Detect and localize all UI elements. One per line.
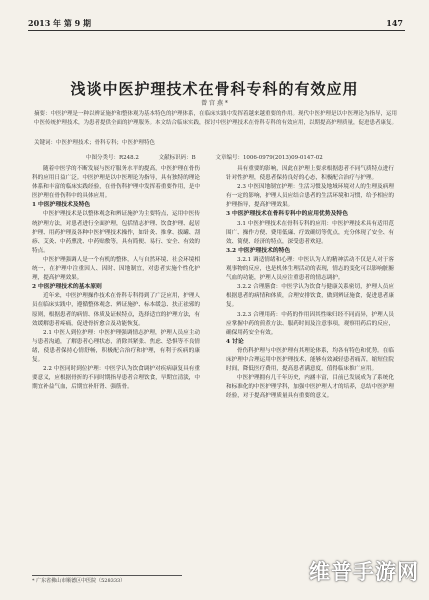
section-heading: 3 中医护理技术在骨科专科中的应用优势及特色 [226, 211, 348, 218]
page-number: 147 [386, 18, 403, 28]
abstract: 摘要：中医护理是一种以辨证施护和整体观为基本特色的护理体系，在临床实践中发挥着越来越重要的作用。现代中医护理是以中医理论为指导，运用中医传统护理技术，为患者提供全面的护理服务。本文结合临床实践，探讨中医护理技术在骨科专科的有效应用，以期提高护理质量，促进患者康复。 [34, 111, 398, 126]
document-code: 文献标识码：B [158, 155, 196, 161]
body-paragraph: 中医护理技术是以整体观念和辨证施护为主要特点，运用中医传统护理方法，对患者进行全面护理，包括情志护理、饮食护理、起居护理、用药护理及各种中医护理技术操作，如针灸、推拿、拔罐、刮痧、艾灸、中药熏洗、中药贴敷等，具有简便、易行、安全、有效的特点。 [32, 211, 200, 254]
author-footnote: * 广东省佛山市顺德区中医院（528333） [32, 575, 182, 585]
section-heading: 1 中医护理技术及特色 [32, 202, 91, 209]
body-paragraph: 中医护理拥有几千年历史，内涵丰富，目前已发展成为了系统化和标准化的中医护理学科，加强中医护理人才的培养，总结中医护理经验，对于提高护理质量具有重要的意义。 [226, 375, 394, 400]
section-heading: 3.2 中医护理技术的特色 [226, 247, 291, 254]
keywords: 关键词：中医护理技术；骨科专科；中医护理特色 [34, 140, 156, 146]
body-paragraph: 随着中医学的不断发展与医疗服务水平的提高，中医护理在骨伤科的应用日益广泛。中医护理是以中医理论为指导，具有独特的理论体系和丰富的临床实践经验，在骨伤科护理中发挥着重要作用，是中医护理在骨伤科中的具体应用。 [32, 166, 200, 200]
section-heading: 2 中医护理技术的基本原则 [32, 284, 102, 291]
body-paragraph: 3.2.1 调适情绪和心理：中医认为人的精神活动不仅是人对于客观事物的反应，也是机体生理活动的表现，情志的变化可以影响脏腑气血的功能，护理人员应注重患者的情志调护。 [226, 256, 394, 282]
body-paragraph: 近年来，中医护理操作技术在骨科专科得到了广泛应用，护理人员在临床实践中，遵循整体观念、辨证施护、标本缓急、扶正祛邪的原则，根据患者的病情、体质及证候特点，选择适宜的护理方法，有效缓解患者疼痛，促进骨折愈合及功能恢复。 [32, 293, 200, 327]
article-title: 浅谈中医护理技术在骨科专科的有效应用 [70, 80, 359, 98]
classification-line [86, 153, 399, 161]
class-number: 中图分类号：R248.2 [86, 155, 139, 161]
article-number: 文章编号：1006-0979(2013)09-0147-02 [215, 155, 323, 161]
section-heading: 4 讨论 [226, 338, 244, 345]
body-paragraph: 2.2 中医同时到位护理：中医学认为饮食调护对疾病康复具有重要意义，应根据骨折的不同时期指导患者合理饮食，早期宜清淡，中期宜补益气血，后期宜补肝肾、强筋骨。 [32, 366, 200, 391]
journal-issue: 2013 年 第 9 期 [28, 18, 91, 28]
body-right-column [226, 165, 394, 565]
site-watermark: 维普手游网 [309, 560, 419, 584]
page-header [28, 18, 405, 31]
body-paragraph: 2.1 中医人到位护理：中医护理强调情志护理，护理人员应主动与患者沟通，了解患者心理状态，消除其紧张、焦虑、恐惧等不良情绪，使患者保持心情舒畅，积极配合治疗和护理，有利于疾病的康复。 [32, 329, 200, 363]
body-left-column [32, 165, 200, 565]
article-author: 曾 宫 燕 * [201, 100, 228, 107]
body-paragraph: 3.2.2 合理膳食：中医学认为饮食与健康关系密切，护理人员应根据患者的病情和体质，合理安排饮食，做到辨证施食，促进患者康复。 [226, 284, 394, 309]
body-paragraph: 3.1 中医护理技术在骨科专科的应用：中医护理技术具有适用范围广、操作方便、费用低廉、疗效确切等优点，充分体现了安全、有效、简便、经济的特点，深受患者欢迎。 [226, 220, 394, 245]
body-paragraph: 2.3 中医因地制宜护理：生活习惯及地域环境对人的生理及病理有一定的影响，护理人员应结合患者的生活环境和习惯，给予相应的护理指导，提高护理效果。 [226, 184, 394, 209]
body-paragraph: 骨伤科护理与中医护理有其理论体系，均各有特色和优势。在临床护理中合理运用中医护理技术，能够有效减轻患者痛苦，缩短住院时间，降低医疗费用，提高患者满意度，值得临床推广应用。 [226, 347, 394, 373]
body-paragraph: 具有重要的影响，因此在护理上要求根据患者不同气质特点进行针对性护理，使患者保持良好的心态，积极配合治疗与护理。 [226, 166, 394, 182]
body-paragraph: 3.2.3 合理用药：中药的作用因其性味归经不同而异，护理人员应掌握中药的煎煮方法、服药时间及注意事项，观察用药后的反应，确保用药安全有效。 [226, 311, 394, 336]
body-paragraph: 中医护理强调人是一个有机的整体，人与自然环境、社会环境相统一，在护理中注重因人、因时、因地制宜，对患者实施个性化护理，提高护理效果。 [32, 256, 200, 282]
